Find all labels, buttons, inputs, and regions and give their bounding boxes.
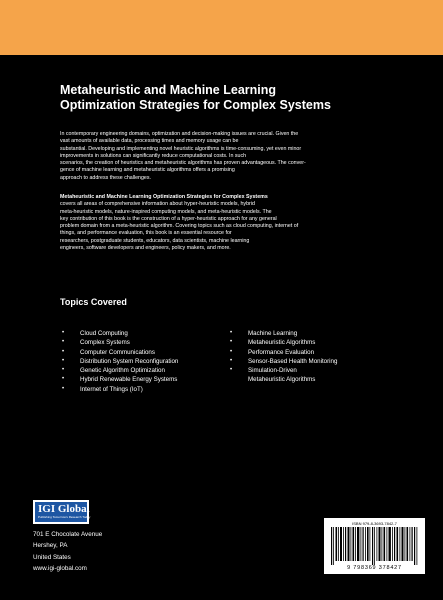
paragraph-line: meta-heuristic models, nature-inspired computing models, and meta-heuristic models. The xyxy=(60,208,272,215)
address-line: United States xyxy=(33,553,71,561)
paragraph-line: engineers, software developers and engineers, policy makers, and more. xyxy=(60,245,231,252)
paragraph-line: vast amounts of available data, processing times and memory usage can be xyxy=(60,138,239,145)
bullet-icon: • xyxy=(230,330,233,336)
paragraph-line: In contemporary engineering domains, optimization and decision-making issues are crucial. Given the xyxy=(60,131,299,137)
paragraph-line: approach to address these challenges. xyxy=(60,174,151,181)
logo-tagline: Publishing Tomorrow's Research Today xyxy=(38,515,91,519)
title-line: Optimization Strategies for Complex Systems xyxy=(60,98,331,112)
bullet-icon: • xyxy=(230,367,233,374)
publisher-logo xyxy=(33,500,89,524)
book-title xyxy=(60,83,400,113)
topic-label: Internet of Things (IoT) xyxy=(80,385,143,393)
topic-label: Computer Communications xyxy=(80,348,155,356)
topic-label: Complex Systems xyxy=(80,339,130,347)
topic-label: Genetic Algorithm Optimization xyxy=(80,367,165,375)
paragraph-line: gence of machine learning and metaheuristic algorithms offers a promising xyxy=(60,167,235,174)
paragraph-lead: Metaheuristic and Machine Learning Optimization Strategies for Complex Systems xyxy=(60,194,268,200)
topic-label: Metaheuristic Algorithms xyxy=(248,339,316,347)
topic-item xyxy=(230,338,337,347)
topic-label: Hybrid Renewable Energy Systems xyxy=(80,376,178,384)
paragraph-line: covers all areas of comprehensive information about hyper-heuristic models, hybrid xyxy=(60,201,255,208)
publisher-website: www.igi-global.com xyxy=(33,564,87,572)
bullet-icon: • xyxy=(230,348,233,355)
address-line: Hershey, PA xyxy=(33,542,68,550)
address-line: 701 E Chocolate Avenue xyxy=(33,531,103,538)
bullet-icon: • xyxy=(230,339,233,346)
paragraph-line: problem domain from a meta-heuristic algorithm. Covering topics such as cloud computing, internet of xyxy=(60,223,299,230)
topic-label: Performance Evaluation xyxy=(248,348,315,356)
bullet-icon: • xyxy=(230,357,233,364)
paragraph-line: scenarios, the creation of heuristics and metaheuristic algorithms has proven advantageous. The conver- xyxy=(60,160,306,167)
isbn-barcode xyxy=(324,518,425,574)
topic-label: Sensor-Based Health Monitoring xyxy=(248,357,338,365)
publisher-address xyxy=(33,529,102,574)
bullet-icon: • xyxy=(62,385,65,392)
topic-item xyxy=(230,357,337,366)
bullet-icon: • xyxy=(62,330,65,336)
bullet-icon: • xyxy=(62,348,65,355)
topic-item xyxy=(62,366,178,375)
topic-item xyxy=(62,338,178,347)
topic-item xyxy=(62,375,178,384)
coverage-paragraph xyxy=(60,194,390,252)
topics-heading: Topics Covered xyxy=(60,297,127,307)
bullet-icon: • xyxy=(62,339,65,346)
topic-item xyxy=(62,348,178,357)
topics-list-left xyxy=(62,329,178,394)
paragraph-line: things, and performance evaluation, this book is an essential resource for xyxy=(60,230,232,237)
topic-item xyxy=(62,357,178,366)
barcode-bars xyxy=(329,527,420,565)
logo-panel xyxy=(35,502,91,522)
topic-label: Machine Learning xyxy=(248,330,298,337)
topic-item xyxy=(62,385,178,394)
title-line: Metaheuristic and Machine Learning xyxy=(60,83,277,97)
paragraph-line: researchers, postgraduate students, educators, data scientists, machine learning xyxy=(60,237,250,244)
bullet-icon: • xyxy=(62,376,65,383)
paragraph-line: key contribution of this book is the construction of a hyper-heuristic approach for any general xyxy=(60,215,277,222)
description-paragraph xyxy=(60,131,390,182)
topic-label-continued: Metaheuristic Algorithms xyxy=(248,376,316,384)
topic-item xyxy=(230,329,337,338)
orange-header-band xyxy=(0,0,443,55)
topic-label: Simulation-Driven xyxy=(248,367,297,375)
paragraph-line: substantial. Developing and implementing novel heuristic algorithms is time-consuming, yet even minor xyxy=(60,145,302,152)
topics-list-right xyxy=(230,329,337,385)
isbn-text: ISBN 979-8-3693-7842-7 xyxy=(352,521,397,526)
topic-item xyxy=(62,329,178,338)
topic-item xyxy=(230,366,337,385)
topic-label: Cloud Computing xyxy=(80,330,128,337)
topic-label: Distribution System Reconfiguration xyxy=(80,357,179,365)
bullet-icon: • xyxy=(62,357,65,364)
bullet-icon: • xyxy=(62,367,65,374)
topic-item xyxy=(230,348,337,357)
barcode-digits: 9 798369 378427 xyxy=(347,565,402,571)
logo-name: IGI Global xyxy=(38,503,90,515)
paragraph-line: improvements in solutions can significantly reduce computational costs. In such xyxy=(60,152,247,159)
